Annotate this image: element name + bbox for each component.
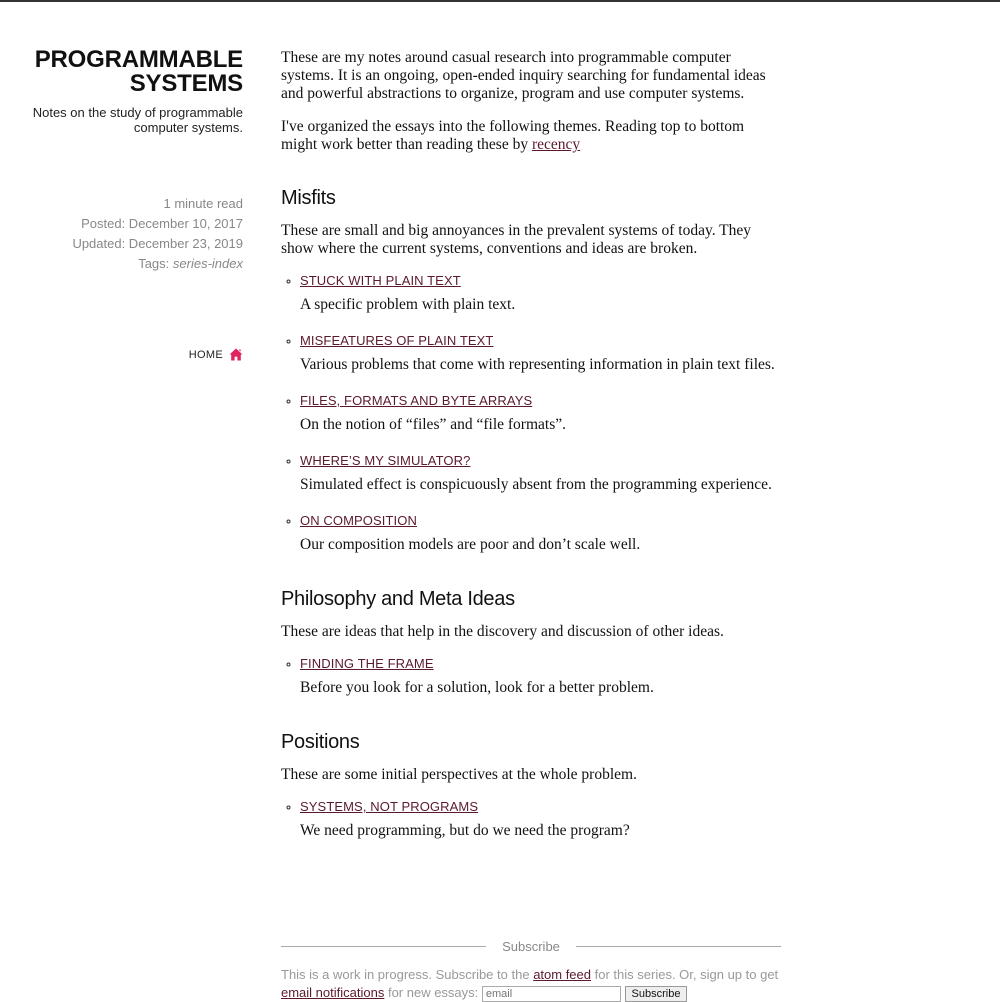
subscribe-heading: Subscribe (502, 939, 560, 954)
home-label[interactable]: HOME (188, 348, 223, 361)
site-title-line[interactable]: SYSTEMS (129, 70, 243, 97)
intro-paragraph: These are my notes around casual research into programmable computer systems. It is an ongoing, open-ended inquiry searching for fundamental ideas and powerful abstractions to organize, program and use computer systems. (281, 49, 766, 102)
essay-link[interactable]: FINDING THE FRAME (300, 656, 434, 671)
list-item (300, 798, 781, 840)
atom-feed-link[interactable]: atom feed (533, 967, 592, 982)
recency-link[interactable]: recency (531, 136, 581, 153)
subscribe-text-part: This is a work in progress. Subscribe to the (281, 967, 530, 982)
list-item (300, 332, 781, 374)
section-description: These are ideas that help in the discovery and discussion of other ideas. (281, 623, 724, 640)
post-meta (0, 194, 243, 274)
main-content (281, 48, 781, 840)
essay-list (281, 655, 781, 697)
list-item (300, 452, 781, 494)
essay-description: Simulated effect is conspicuously absent from the programming experience. (300, 476, 772, 493)
subscribe-section (281, 939, 781, 1002)
home-link[interactable] (0, 348, 243, 361)
essay-description: We need programming, but do we need the program? (300, 822, 630, 839)
essay-link[interactable]: ON COMPOSITION (300, 513, 417, 528)
essay-description: Various problems that come with representing information in plain text files. (300, 356, 775, 373)
divider (576, 946, 781, 947)
section-description: These are some initial perspectives at the whole problem. (281, 766, 637, 783)
tags (0, 254, 243, 274)
essay-description: A specific problem with plain text. (300, 296, 516, 313)
home-icon[interactable] (229, 348, 243, 361)
divider (281, 946, 486, 947)
section-title-misfits: Misfits (281, 187, 336, 209)
updated-date: Updated: December 23, 2019 (72, 236, 243, 251)
tags-label: Tags: (138, 256, 170, 271)
essay-description: Before you look for a solution, look for a better problem. (300, 679, 654, 696)
essay-list (281, 798, 781, 840)
section-description: These are small and big annoyances in the prevalent systems of today. They show where the current systems, conventions and ideas are broken. (281, 222, 752, 257)
essay-link[interactable]: FILES, FORMATS AND BYTE ARRAYS (300, 393, 533, 408)
list-item (300, 392, 781, 434)
intro-text: I've organized the essays into the following themes. Reading top to bottom might work better than reading these by (281, 118, 745, 153)
site-title-line[interactable]: PROGRAMMABLE (34, 46, 243, 73)
tag-link[interactable]: series-index (172, 256, 243, 271)
section-title-philosophy: Philosophy and Meta Ideas (281, 588, 515, 610)
essay-list (281, 272, 781, 554)
email-input[interactable] (482, 986, 621, 1002)
essay-description: On the notion of “files” and “file formats”. (300, 416, 566, 433)
intro-paragraph-2 (281, 118, 781, 154)
site-title[interactable] (0, 48, 243, 96)
subscribe-text-part: for this series. Or, sign up to get (594, 967, 779, 982)
essay-description: Our composition models are poor and don’t scale well. (300, 536, 641, 553)
essay-link[interactable]: SYSTEMS, NOT PROGRAMS (300, 799, 479, 814)
list-item (300, 655, 781, 697)
subscribe-text-part: for new essays: (387, 985, 479, 1000)
subscribe-header (281, 939, 781, 954)
essay-link[interactable]: WHERE’S MY SIMULATOR? (300, 453, 471, 468)
subscribe-text (281, 966, 781, 1002)
site-description-line: Notes on the study of programmable (32, 105, 243, 120)
posted-date: Posted: December 10, 2017 (81, 216, 243, 231)
sidebar (0, 48, 243, 361)
essay-link[interactable]: MISFEATURES OF PLAIN TEXT (300, 333, 494, 348)
section-title-positions: Positions (281, 731, 360, 753)
essay-link[interactable]: STUCK WITH PLAIN TEXT (300, 273, 461, 288)
site-description (0, 105, 243, 135)
site-description-line: computer systems. (133, 120, 243, 135)
list-item (300, 512, 781, 554)
subscribe-button[interactable]: Subscribe (625, 986, 688, 1002)
list-item (300, 272, 781, 314)
email-notifications-link[interactable]: email notifications (281, 985, 385, 1000)
read-time: 1 minute read (163, 196, 243, 211)
